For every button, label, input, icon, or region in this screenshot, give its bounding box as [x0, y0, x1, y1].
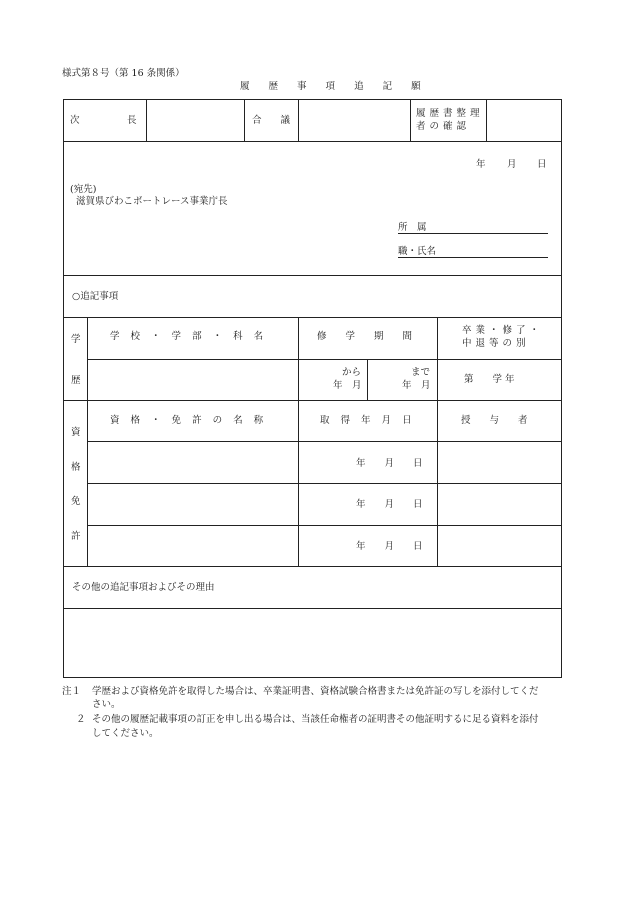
affiliation-line: [398, 233, 548, 234]
affiliation-label: 所 属: [398, 222, 427, 233]
note2-number: ２: [76, 714, 86, 725]
frame-bottom: [63, 677, 562, 678]
note1-text-line2: さい。: [92, 699, 121, 710]
council-label: 合 議: [252, 115, 291, 126]
qualification-row-date: 年 月 日: [356, 499, 423, 510]
frame-top: [63, 99, 562, 100]
qualification-row-date: 年 月 日: [356, 541, 423, 552]
vice-chief-label: 次 長: [70, 115, 137, 126]
note2-text-line2: してください。: [92, 728, 159, 739]
block-divider: [63, 275, 562, 276]
period-to: まで: [411, 367, 431, 378]
qualification-row-divider: [87, 525, 562, 526]
qualification-bottom: [63, 566, 562, 567]
side-label-divider: [87, 317, 88, 567]
note2-text-line1: その他の履歴記載事項の訂正を申し出る場合は、当該任命権者の証明書その他証明するに足る資料を添付: [92, 714, 539, 725]
education-bottom: [63, 400, 562, 401]
note1-number: 注１: [62, 686, 82, 697]
other-matters-divider: [63, 608, 562, 609]
frame-right: [561, 99, 562, 678]
qualification-name-header: 資 格 ・ 免 許 の 名 称: [110, 415, 268, 426]
school-header: 学 校 ・ 学 部 ・ 科 名: [110, 331, 268, 342]
education-header-divider: [87, 359, 562, 360]
column-divider: [437, 317, 438, 567]
qualification-row-date: 年 月 日: [356, 458, 423, 469]
column-divider: [298, 317, 299, 567]
period-from-year-month: 年 月: [333, 380, 362, 391]
approval-row-bottom: [63, 141, 562, 142]
education-side-label-1: 学: [71, 334, 81, 345]
form-number: 様式第８号（第 16 条関係）: [62, 68, 185, 79]
date-month: 月: [507, 159, 517, 170]
frame-left: [63, 99, 64, 678]
position-name-label: 職・氏名: [398, 246, 437, 257]
qualification-row-divider: [87, 483, 562, 484]
form-title: 履 歴 事 項 追 記 願: [240, 81, 429, 92]
approval-divider: [146, 99, 147, 142]
education-side-label-2: 歴: [71, 375, 81, 386]
approval-divider: [244, 99, 245, 142]
period-header: 修 学 期 間: [317, 331, 421, 342]
period-divider: [367, 359, 368, 401]
date-year: 年: [476, 159, 486, 170]
qualification-side-label-3: 免: [71, 496, 81, 507]
qualification-side-label-2: 格: [71, 462, 81, 473]
grade-label: 第 学 年: [464, 374, 515, 385]
approval-divider: [486, 99, 487, 142]
qualification-header-divider: [87, 441, 562, 442]
addressee-prefix: (宛先): [70, 184, 97, 195]
section-title: ○追記事項: [72, 291, 119, 302]
period-from: から: [342, 367, 362, 378]
position-name-line: [398, 257, 548, 258]
status-header-1: 卒業・修了・: [462, 325, 544, 336]
resume-manager-label-2: 者の確認: [416, 121, 471, 132]
period-to-year-month: 年 月: [402, 380, 431, 391]
date-day: 日: [537, 159, 547, 170]
note1-text-line1: 学歴および資格免許を取得した場合は、卒業証明書、資格試験合格書または免許証の写しを添付してくだ: [92, 686, 539, 697]
addressee-name: 滋賀県びわこボートレース事業庁長: [76, 196, 228, 207]
approval-divider: [298, 99, 299, 142]
section-divider: [63, 317, 562, 318]
qualification-side-label-1: 資: [71, 427, 81, 438]
grantor-header: 授 与 者: [461, 415, 528, 426]
resume-manager-label-1: 履歴書整理: [416, 108, 484, 119]
qualification-side-label-4: 許: [71, 531, 81, 542]
acquisition-date-header: 取 得 年 月 日: [320, 415, 416, 426]
approval-divider: [410, 99, 411, 142]
status-header-2: 中退等の別: [462, 338, 530, 349]
other-matters-title: その他の追記事項およびその理由: [72, 582, 215, 593]
